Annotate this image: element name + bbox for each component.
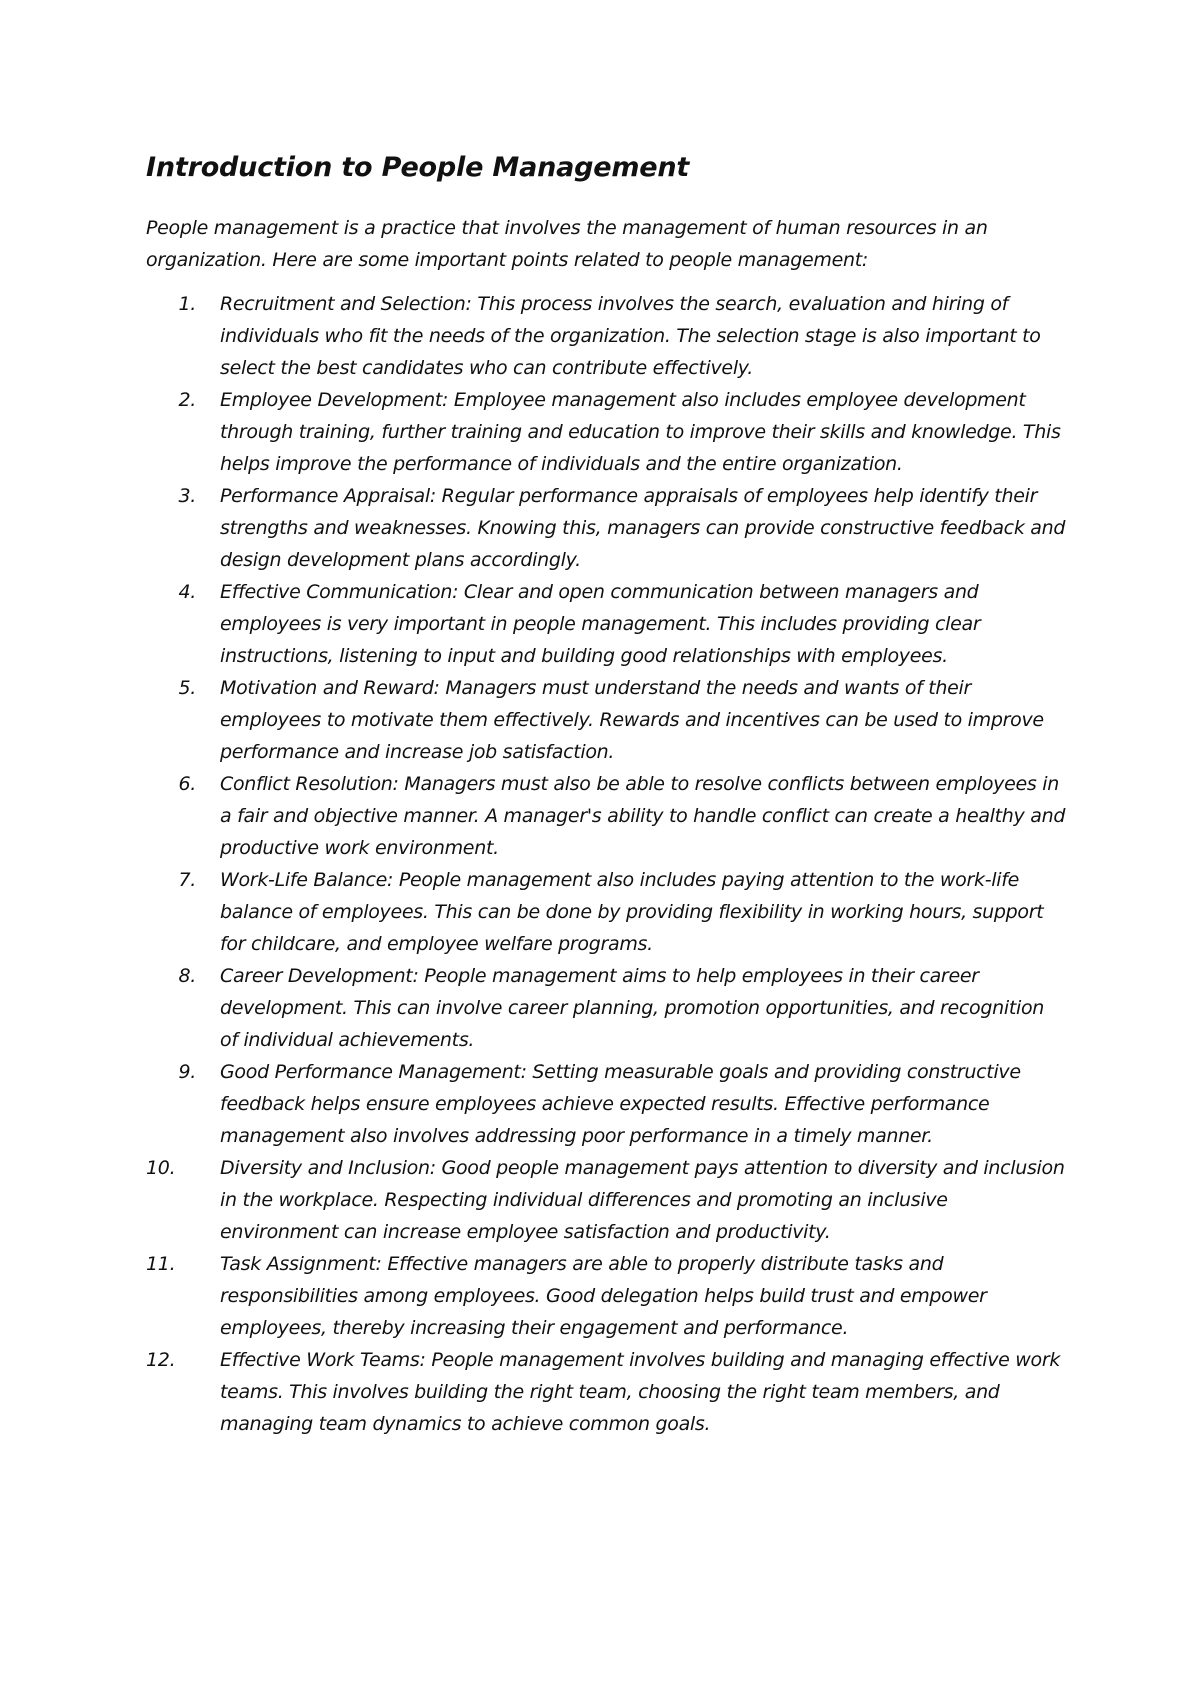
- list-item-10: [146, 1152, 1066, 1248]
- list-item-text: Conflict Resolution: Managers must also be able to resolve conflicts between employees in a fair and objective manner. A manager's ability to handle conflict can create a healthy and productive work environment.: [220, 773, 1066, 859]
- list-item-9: [146, 1056, 1066, 1152]
- list-number: 12.: [146, 1349, 176, 1371]
- list-item-11: [146, 1248, 1066, 1344]
- list-item-text: Motivation and Reward: Managers must understand the needs and wants of their employees to motivate them effectively. Rewards and incentives can be used to improve performance and increase job satisfaction.: [220, 677, 1044, 763]
- list-item-7: [146, 864, 1066, 960]
- list-number: 1.: [178, 293, 196, 315]
- list-item-8: [146, 960, 1066, 1056]
- list-number: 2.: [178, 389, 196, 411]
- list-item-text: Task Assignment: Effective managers are able to properly distribute tasks and responsibilities among employees. Good delegation helps build trust and empower employees, thereby increasing their engagement and performance.: [220, 1253, 987, 1339]
- list-item-4: [146, 576, 1066, 672]
- list-item-text: Employee Development: Employee management also includes employee development through training, further training and education to improve their skills and knowledge. This helps improve the performance of individuals and the entire organization.: [220, 389, 1061, 475]
- intro-paragraph: People management is a practice that involves the management of human resources in an organization. Here are some important points related to people management:: [146, 217, 988, 271]
- list-number: 11.: [146, 1253, 176, 1275]
- list-number: 6.: [178, 773, 196, 795]
- list-number: 4.: [178, 581, 196, 603]
- list-number: 8.: [178, 965, 196, 987]
- list-item-1: [146, 288, 1066, 384]
- list-item-text: Diversity and Inclusion: Good people management pays attention to diversity and inclusion in the workplace. Respecting individual differences and promoting an inclusive environment can increase employee satisfaction and productivity.: [220, 1157, 1065, 1243]
- list-item-text: Recruitment and Selection: This process involves the search, evaluation and hiring of individuals who fit the needs of the organization. The selection stage is also important to select the best candidates who can contribute effectively.: [220, 293, 1041, 379]
- list-item-5: [146, 672, 1066, 768]
- list-item-12: [146, 1344, 1066, 1440]
- document-title: Introduction to People Management: [146, 152, 690, 183]
- list-number: 5.: [178, 677, 196, 699]
- list-number: 9.: [178, 1061, 196, 1083]
- list-item-2: [146, 384, 1066, 480]
- list-item-text: Good Performance Management: Setting measurable goals and providing constructive feedback helps ensure employees achieve expected results. Effective performance management also involves addressing poor performance in a timely manner.: [220, 1061, 1021, 1147]
- list-number: 7.: [178, 869, 196, 891]
- list-number: 3.: [178, 485, 196, 507]
- list-number: 10.: [146, 1157, 176, 1179]
- list-item-text: Effective Work Teams: People management involves building and managing effective work teams. This involves building the right team, choosing the right team members, and managing team dynamics to achieve common goals.: [220, 1349, 1061, 1435]
- list-item-text: Work-Life Balance: People management also includes paying attention to the work-life balance of employees. This can be done by providing flexibility in working hours, support for childcare, and employee welfare programs.: [220, 869, 1044, 955]
- document-content: [146, 146, 1066, 1440]
- list-item-6: [146, 768, 1066, 864]
- list-item-text: Effective Communication: Clear and open communication between managers and employees is very important in people management. This includes providing clear instructions, listening to input and building good relationships with employees.: [220, 581, 981, 667]
- list-item-text: Performance Appraisal: Regular performance appraisals of employees help identify their strengths and weaknesses. Knowing this, managers can provide constructive feedback and design development plans accordingly.: [220, 485, 1066, 571]
- list-item-3: [146, 480, 1066, 576]
- list-item-text: Career Development: People management aims to help employees in their career development. This can involve career planning, promotion opportunities, and recognition of individual achievements.: [220, 965, 1045, 1051]
- management-points-list: [146, 288, 1066, 1440]
